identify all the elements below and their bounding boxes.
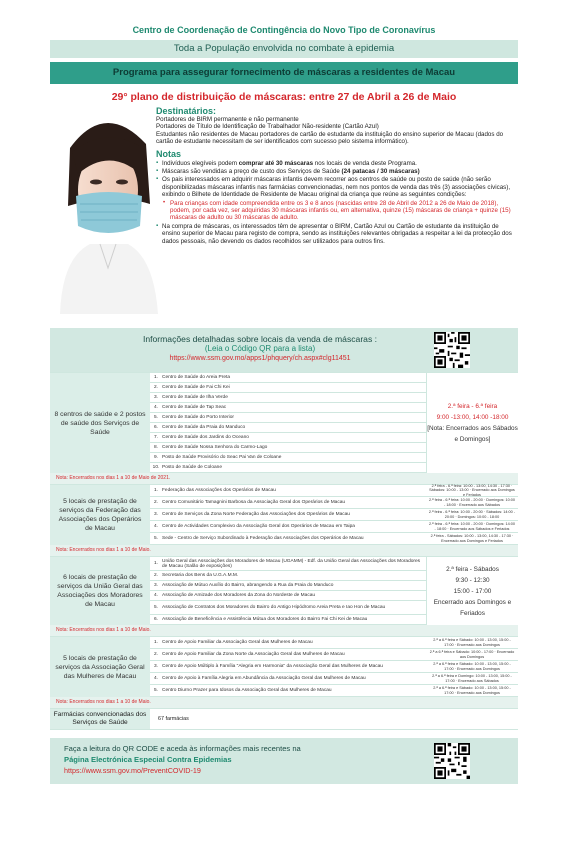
list-item bbox=[150, 521, 518, 533]
pharmacies-label: Farmácias convencionadas dos Serviços de Saúde bbox=[50, 709, 150, 729]
item-number: 4. bbox=[153, 405, 158, 410]
item-hours: 2.ª feira - 6.ª feira: 10:00 - 20:00 · Domingos: 10:00 - 18:00 · Encerrado aos Sábados bbox=[429, 498, 515, 507]
header-slogan: Toda a População envolvida no combate à epidemia bbox=[50, 40, 518, 58]
nota-text: Indivíduos elegíveis podem bbox=[162, 159, 239, 167]
destinatarios-heading: Destinatários: bbox=[156, 106, 217, 116]
item-name: Secretaria dos Bens da U.G.A.M.M. bbox=[162, 573, 239, 578]
item-name: Associação de Mútuo Auxílio do Bairro, abrangendo a Rua da Praia do Manduco bbox=[162, 583, 334, 588]
item-hours: 2.ª a 6.ª feira e Sábado: 10:00 - 13:00, 15:00 - 17:00 · Encerrado aos Domingos bbox=[433, 662, 511, 671]
header-org: Centro de Coordenação de Contingência do Novo Tipo de Coronavírus bbox=[132, 25, 436, 35]
item-number: 5. bbox=[153, 415, 158, 420]
group-list bbox=[150, 373, 426, 473]
list-item bbox=[150, 601, 426, 615]
item-number: 3. bbox=[153, 512, 158, 517]
nota-item bbox=[156, 160, 518, 167]
nota-text: Máscaras são vendidas a preço de custo dos Serviços de Saúde bbox=[162, 168, 342, 176]
destinatarios-item: Portadores de BIRM permanente e não permanente bbox=[156, 116, 299, 123]
item-name: Centro de Saúde da Praia do Manduco bbox=[162, 425, 246, 430]
group-note: Nota: Encerrados nos dias 1 a 10 de Maio. bbox=[50, 697, 518, 708]
item-number: 10. bbox=[152, 465, 160, 470]
list-item bbox=[150, 485, 518, 497]
item-name: Centro Comunitário Tamagnini Barbosa da Associação Geral dos Operários de Macau bbox=[162, 500, 346, 505]
item-name: Centro de Saúde do Porto Interior bbox=[162, 415, 234, 420]
item-hours: 2.ª a 6.ª feira e Sábado: 10:00 - 13:00, 15:00 - 17:00 · Encerrado aos Domingos bbox=[433, 686, 511, 695]
group-list bbox=[150, 485, 518, 545]
hours-time: 9:30 - 12:30 bbox=[455, 576, 490, 584]
group-label: 6 locais de prestação de serviços da União Geral das Associações dos Moradores de Macau bbox=[50, 557, 150, 625]
group-hours bbox=[426, 373, 518, 473]
pharmacies-row bbox=[50, 708, 518, 730]
list-item bbox=[150, 393, 426, 403]
list-item bbox=[150, 403, 426, 413]
hours-time: 15:00 - 17:00 bbox=[453, 587, 492, 595]
group-note: Nota: Encerrados nos dias 1 a 10 de Maio. bbox=[50, 625, 518, 636]
item-name: Posto de Saúde de Coloane bbox=[162, 465, 223, 470]
nota-item: ▪ Na compra de máscaras, os interessados têm de apresentar o BIRM, Cartão Azul ou Cartão de estudante da instituição de ensino superior de Macau para registo de compra, sendo as instituições relevantes obrigadas a respeitar a lei da protecção dos dados pessoais, não devendo os dados recolhidos ser utilizados para outros fins. bbox=[156, 223, 518, 245]
item-hours: 2.ª a 6.ª feira e Sábado: 10:00 - 13:00, 15:00 - 17:00 · Encerrado aos Domingos bbox=[433, 638, 511, 647]
item-number: 6. bbox=[153, 617, 158, 622]
nota-subitem: • Para crianças com idade compreendida entre os 3 e 8 anos (nascidas entre 28 de Abril de 2012 a 26 de Maio de 2018), podem, por cada vez, ser adquiridas 30 máscaras infantis ou, em alternativa, quinze (15) máscaras de criança + quinze (15) máscaras de adulto ou 30 máscaras de adulto. bbox=[156, 200, 518, 222]
list-item bbox=[150, 533, 518, 545]
nota-highlight: (24 patacas / 30 máscaras) bbox=[341, 168, 420, 176]
intro-text bbox=[156, 106, 518, 246]
destinatarios-item: Portadores de Título de Identificação de Trabalhador Não-residente (Cartão Azul) bbox=[156, 123, 379, 131]
footer-url-link[interactable]: https://www.ssm.gov.mo/PreventCOVID-19 bbox=[64, 766, 201, 775]
list-item bbox=[150, 497, 518, 509]
item-name: Centro de Apoio Familiar da Associação Geral das Mulheres de Macau bbox=[162, 640, 313, 645]
item-number: 4. bbox=[153, 524, 158, 529]
nota-highlight: comprar até 30 máscaras bbox=[238, 159, 314, 167]
intro-section bbox=[50, 106, 518, 326]
item-name: Centro de Saúde do Areia Preta bbox=[162, 375, 231, 380]
item-number: 1. bbox=[153, 375, 158, 380]
list-item bbox=[150, 433, 426, 443]
item-number: 4. bbox=[153, 676, 158, 681]
group-moradores bbox=[50, 556, 518, 625]
item-number: 2. bbox=[153, 573, 158, 578]
list-item bbox=[150, 591, 426, 601]
item-name: União Geral das Associações dos Moradores de Macau (UGAMM) - Edf. da União Geral das Associações dos Moradores de Macau (Salão de exposições) bbox=[162, 558, 421, 569]
item-number: 9. bbox=[153, 455, 158, 460]
list-item bbox=[150, 615, 426, 625]
list-item bbox=[150, 581, 426, 591]
list-item bbox=[150, 423, 426, 433]
item-hours: 2.ª feira - 6.ª feira: 10:00 - 20:00 · Domingos: 14:00 - 18:00 · Encerrado aos Sábados e Feriados bbox=[429, 522, 515, 531]
list-item bbox=[150, 373, 426, 383]
group-list bbox=[150, 557, 426, 625]
info-title: Informações detalhadas sobre locais da venda de máscaras : bbox=[142, 334, 378, 344]
header-program: Programa para assegurar fornecimento de máscaras a residentes de Macau bbox=[50, 62, 518, 84]
list-item bbox=[150, 571, 426, 581]
item-name: Centro de Saúde dos Jardins do Oceano bbox=[162, 435, 249, 440]
nota-item: ▪ Os pais interessados em adquirir máscaras infantis devem recorrer aos centros de saúde ou posto de saúde (não serão disponibilizadas máscaras infantis nas farmácias convencionadas, nem nos pontos de venda das três (3) associações cívicas), exibindo o Bilhete de Identidade de Residente de Macau original da criança que reúne as seguintes condições: bbox=[156, 176, 518, 198]
list-item bbox=[150, 509, 518, 521]
item-hours: 2.ª feira - 6.ª feira: 10:00 - 13:00, 14:30 - 17:30 · Sábados: 10:00 - 13:00 · Encerrado aos Domingos e Feriados bbox=[429, 484, 515, 497]
info-hint: (Leia o Código QR para a lista) bbox=[204, 344, 316, 353]
item-name: Centro de Actividades Complexivo da Associação Geral dos Operários de Macau em Taipa bbox=[162, 524, 355, 529]
group-label: 8 centros de saúde e 2 postos de saúde dos Serviços de Saúde bbox=[50, 373, 150, 473]
item-number: 1. bbox=[153, 640, 158, 645]
item-name: Centro de Saúde de Ilha Verde bbox=[162, 395, 228, 400]
item-name: Sede - Centro de Serviço Subordinado à Federação das Associações dos Operários de Macau bbox=[162, 536, 364, 541]
group-operarios bbox=[50, 484, 518, 545]
item-name: Centro de Serviços da Zona Norte Federação das Associações dos Operários de Macau bbox=[162, 512, 350, 517]
item-number: 1. bbox=[153, 488, 158, 493]
notas-heading: Notas bbox=[156, 148, 182, 159]
group-mulheres bbox=[50, 636, 518, 697]
list-item bbox=[150, 463, 426, 473]
hours-days: 2.ª feira - 6.ª feira bbox=[447, 403, 498, 410]
nota-item bbox=[156, 168, 518, 175]
hours-time: 9:00 -13:00, 14:00 -18:00 bbox=[436, 414, 509, 421]
group-hours bbox=[426, 557, 518, 625]
list-item bbox=[150, 661, 518, 673]
item-name: Centro de Apoio à Família Alegria em Abundância da Associação Geral das Mulheres de Macau bbox=[162, 676, 366, 681]
item-name: Centro de Saúde de Fai Chi Kei bbox=[162, 385, 230, 390]
item-hours: 2.ª a 6.ª feira e Sábado: 10:00 - 17:00 · Encerrado aos Domingos bbox=[429, 650, 515, 659]
item-number: 8. bbox=[153, 445, 158, 450]
group-note: Nota: Encerrados nos dias 1 a 10 de Maio. bbox=[50, 545, 518, 556]
info-url-link[interactable]: https://www.ssm.gov.mo/apps1/phquery/ch.aspx#clg11451 bbox=[169, 355, 351, 362]
hours-days: 2.ª feira - Sábados bbox=[446, 565, 499, 573]
group-label: 5 locais de prestação de serviços da Associação Geral das Mulheres de Macau bbox=[50, 637, 150, 697]
item-number: 5. bbox=[153, 536, 158, 541]
item-number: 5. bbox=[153, 688, 158, 693]
item-name: Associação de Contratos dos Moradores do Bairro do Antigo Hipódromo Areia Preta e Iao Hon de Macau bbox=[162, 605, 386, 610]
item-name: Centro de Apoio Familiar da Zona Norte da Associação Geral das Mulheres de Macau bbox=[162, 652, 345, 657]
hours-note: Encerrado aos Domingos e Feriados bbox=[433, 598, 512, 617]
list-item bbox=[150, 557, 426, 571]
item-number: 2. bbox=[153, 385, 158, 390]
item-number: 3. bbox=[153, 664, 158, 669]
item-number: 1. bbox=[153, 561, 158, 566]
item-number: 2. bbox=[153, 652, 158, 657]
item-number: 3. bbox=[153, 395, 158, 400]
group-health-centres bbox=[50, 372, 518, 473]
item-hours: 2.ª feira - Sábados: 10:00 - 13:00, 14:30 - 17:30 · Encerrado aos Domingos e Feriados bbox=[430, 534, 514, 543]
item-name: Centro Diurno Prazer para Idosos da Associação Geral das Mulheres de Macau bbox=[162, 688, 332, 693]
footer-page-name: Página Electrónica Especial Contra Epidemias bbox=[64, 755, 232, 764]
page-title: 29° plano de distribuição de máscaras: entre 27 de Abril a 26 de Maio bbox=[111, 91, 457, 103]
item-number: 7. bbox=[153, 435, 158, 440]
item-number: 5. bbox=[153, 605, 158, 610]
item-hours: 2.ª a 6.ª feira e Domingo: 10:00 - 13:00, 15:00 - 17:00 · Encerrado aos Sábados bbox=[432, 674, 512, 683]
list-item bbox=[150, 453, 426, 463]
item-name: Federação das Associações dos Operários de Macau bbox=[162, 488, 276, 493]
hours-note: [Nota: Encerrados aos Sábados e Domingos] bbox=[427, 425, 518, 443]
item-number: 3. bbox=[153, 583, 158, 588]
item-number: 6. bbox=[153, 425, 158, 430]
qr-code-icon[interactable] bbox=[434, 743, 470, 779]
group-note: Nota: Encerrados nos dias 1 a 10 de Maio de 2021. bbox=[50, 473, 518, 484]
item-name: Posto de Saúde Provisório do Seac Pai Van de Coloane bbox=[162, 455, 282, 460]
list-item bbox=[150, 673, 518, 685]
list-item bbox=[150, 383, 426, 393]
list-item bbox=[150, 685, 518, 697]
info-bar bbox=[50, 328, 518, 372]
item-number: 2. bbox=[153, 500, 158, 505]
list-item bbox=[150, 649, 518, 661]
item-number: 4. bbox=[153, 593, 158, 598]
notas-list bbox=[156, 160, 518, 245]
group-label: 5 locais de prestação de serviços da Federação das Associações dos Operários de Macau bbox=[50, 485, 150, 545]
nota-text: nos locais de venda deste Programa. bbox=[313, 159, 417, 167]
pharmacies-count: 67 farmácias bbox=[158, 716, 189, 722]
nurse-with-mask-illustration bbox=[50, 108, 160, 314]
destinatarios-item: Estudantes não residentes de Macau portadores de cartão de estudante da instituição do ensino superior de Macau (dados do cartão de estudante necessitam de ser identificados com sucesso pelo sistema informático). bbox=[156, 130, 504, 146]
item-name: Associação de Beneficência e Assistência Mútua dos Moradores do Bairro Fai Chi Kei de Macau bbox=[162, 617, 368, 622]
item-hours: 2.ª feira - 6.ª feira: 10:00 - 20:00 · Sábados: 14:00 - 20:00 · Domingos: 10:00 - 18:00 bbox=[428, 510, 516, 519]
list-item bbox=[150, 413, 426, 423]
list-item bbox=[150, 637, 518, 649]
item-name: Associação de Amizade dos Moradores da Zona do Nordeste de Macau bbox=[162, 593, 316, 598]
footer-text: Faça a leitura do QR CODE e aceda às informações mais recentes na bbox=[64, 744, 301, 753]
group-list bbox=[150, 637, 518, 697]
qr-code-icon[interactable] bbox=[434, 332, 470, 368]
item-name: Centro de Saúde Nossa Senhora do Carmo-Lago bbox=[162, 445, 268, 450]
item-name: Centro de Apoio Múltiplo à Família "Alegria em Harmonia" da Associação Geral das Mulheres de Macau bbox=[162, 664, 383, 669]
footer-bar bbox=[50, 738, 518, 784]
item-name: Centro de Saúde de Tap Seac bbox=[162, 405, 227, 410]
list-item bbox=[150, 443, 426, 453]
